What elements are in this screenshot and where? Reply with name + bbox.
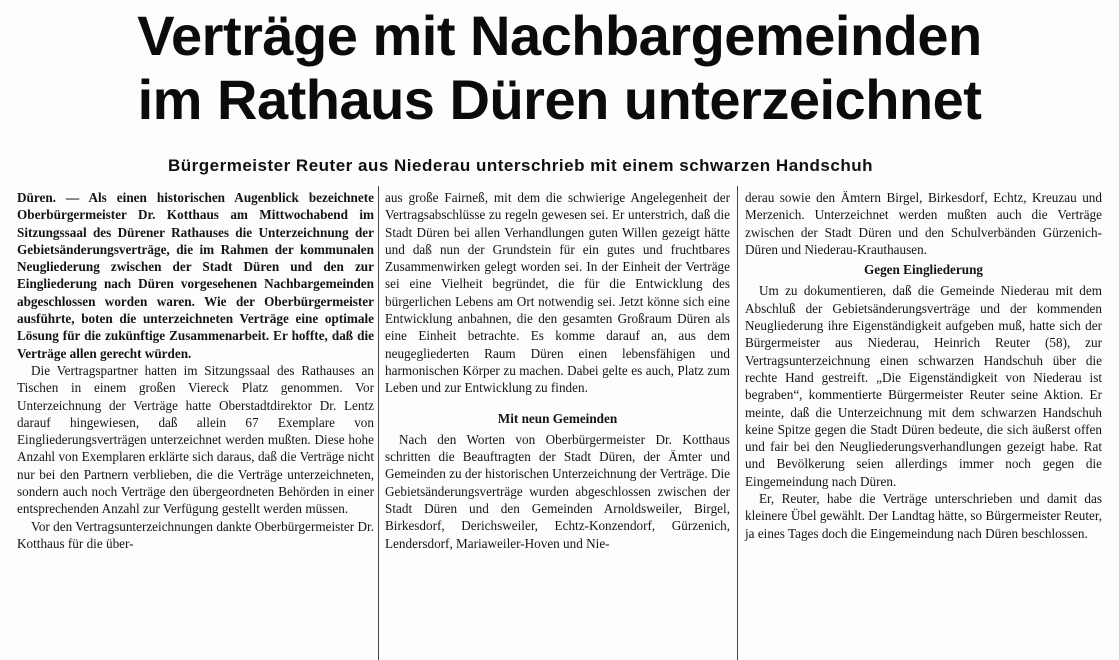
subheadline: Bürgermeister Reuter aus Niederau unterschrieb mit einem schwarzen Handschuh [168,156,873,175]
body-paragraph: Die Vertragspartner hatten im Sitzungssaal des Rathauses an Tischen in einem großen Viereck Platz genommen. Vor Unterzeichnung der Verträge hatte Oberstadtdirektor Dr. Lentz darauf hingewiesen, daß allein 67 Exemplare von Eingliederungsverträgen unterzeichnet werden mußten. Diese hohe Anzahl von Exemplaren erklärte sich daraus, daß die Verträge nicht nur bei den Partnern verblieben, die die Verträge unterzeichneten, sondern auch noch Verträge den übergeordneten Behörden in einer entsprechenden Anzahl zur Verfügung gestellt werden müssen. [17,362,374,517]
section-heading: Gegen Eingliederung [863,262,984,278]
body-paragraph: derau sowie den Ämtern Birgel, Birkesdorf, Echtz, Kreuzau und Merzenich. Unterzeichnet werden mußten auch die Verträge zwischen der Stadt Düren und den Schulverbänden Gürzenich-Düren und Niederau-Krauthausen. [745,190,1102,257]
body-paragraph: Vor den Vertragsunterzeichnungen dankte Oberbürgermeister Dr. Kotthaus für die über- [17,518,374,551]
lead-paragraph: Düren. — Als einen historischen Augenblick bezeichnete Oberbürgermeister Dr. Kotthaus am Mittwochabend im Sitzungssaal des Dürener Rathauses die Unterzeichnung der Gebietsänderungsverträge, die im Rahmen der kommunalen Neugliederung zwischen der Stadt Düren und den zur Eingliederung nach Düren vorgesehenen Nachbargemeinden abgeschlossen worden waren. Wie der Oberbürgermeister ausführte, boten die unterzeichneten Verträge eine optimale Lösung für die zukünftige Zusammenarbeit. Er hoffte, daß die Verträge allen gerecht würden. [17,190,374,361]
column-divider [378,186,379,660]
body-paragraph: Er, Reuter, habe die Verträge unterschrieben und damit das kleinere Übel gewählt. Der Landtag hätte, so Bürgermeister Reuter, ja eines Tages doch die Eingemeindung nach Düren beschlossen. [745,491,1102,541]
column-2 [385,189,730,552]
spacer [385,397,730,407]
column-divider [737,186,738,660]
body-paragraph: Um zu dokumentieren, daß die Gemeinde Niederau mit dem Abschluß der Gebietsänderungsverträge und der kommenden Neugliederung ihre Eigenständigkeit aufgeben muß, hatte sich der Bürgermeister aus Niederau, Heinrich Reuter (58), zur Vertragsunterzeichnung einen schwarzen Handschuh über die rechte Hand gestreift. „Die Eigenständigkeit von Niederau ist begraben“, kommentierte Bürgermeister Reuter seine Aktion. Er meinte, daß die Unterzeichnung mit dem schwarzen Handschuh keine Spitze gegen die Stadt Düren bedeute, die sich äußerst offen und fair bei den Neugliederungsverhandlungen gezeigt habe. Rat und Bevölkerung seien allerdings immer noch gegen die Eingemeindung nach Düren. [745,283,1102,489]
headline-line-2: im Rathaus Düren unterzeichnet [137,68,982,131]
section-heading: Mit neun Gemeinden [497,410,618,426]
body-paragraph: Nach den Worten von Oberbürgermeister Dr. Kotthaus schritten die Beauftragten der Stadt Düren, der Ämter und Gemeinden zu der historischen Unterzeichnung der Verträge. Die Gebietsänderungsverträge wurden abgeschlossen zwischen der Stadt Düren und den Gemeinden Arnoldsweiler, Birgel, Birkesdorf, Derichsweiler, Echtz-Konzendorf, Gürzenich, Lendersdorf, Mariaweiler-Hoven und Nie- [385,431,730,551]
column-3 [745,189,1102,542]
headline-line-1: Verträge mit Nachbargemeinden [137,4,982,67]
headline [0,4,1119,132]
column-1 [17,189,374,552]
body-paragraph: aus große Fairneß, mit dem die schwierige Angelegenheit der Vertragsabschlüsse zu regeln gewesen sei. Er unterstrich, daß die Stadt Düren bei allen Verhandlungen guten Willen gezeigt hätte und daß nun der Grundstein für ein gutes und fruchtbares Zusammenwirken gelegt worden sei. In der Einheit der Verträge sei eine Vielheit begründet, die für die Entwicklung des bürgerlichen Lebens am Ort notwendig sei. Jetzt könne sich eine Entwicklung anbahnen, die den gesamten Großraum Düren als eine Einheit betrachte. Es komme darauf an, aus dem neugegliederten Raum Düren einen lebensfähigen und harmonischen Körper zu machen. Dabei gelte es auch, Platz zum Leben und zur Entwicklung zu finden. [385,190,730,396]
